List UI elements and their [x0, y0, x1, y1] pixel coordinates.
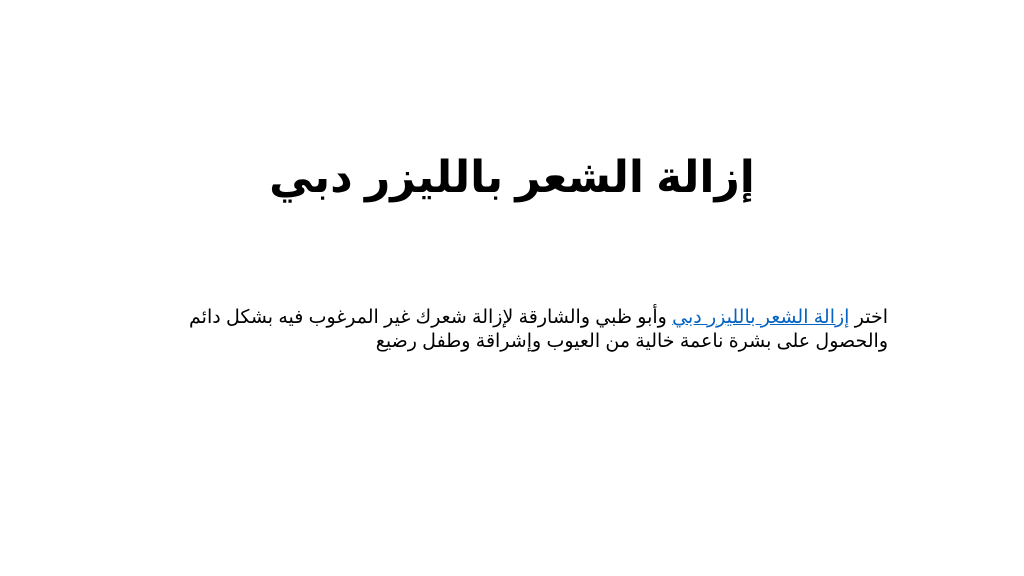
body-text-after-link: وأبو ظبي والشارقة لإزالة شعرك غير المرغوب فيه بشكل دائم والحصول على بشرة ناعمة خالية من العيوب وإشراقة وطفل رضيع: [189, 307, 888, 352]
body-paragraph: [136, 306, 888, 354]
laser-hair-removal-link[interactable]: إزالة الشعر بالليزر دبي: [672, 307, 850, 328]
slide-title: إزالة الشعر بالليزر دبي: [269, 153, 755, 202]
body-text-before-link: اختر: [854, 307, 888, 328]
